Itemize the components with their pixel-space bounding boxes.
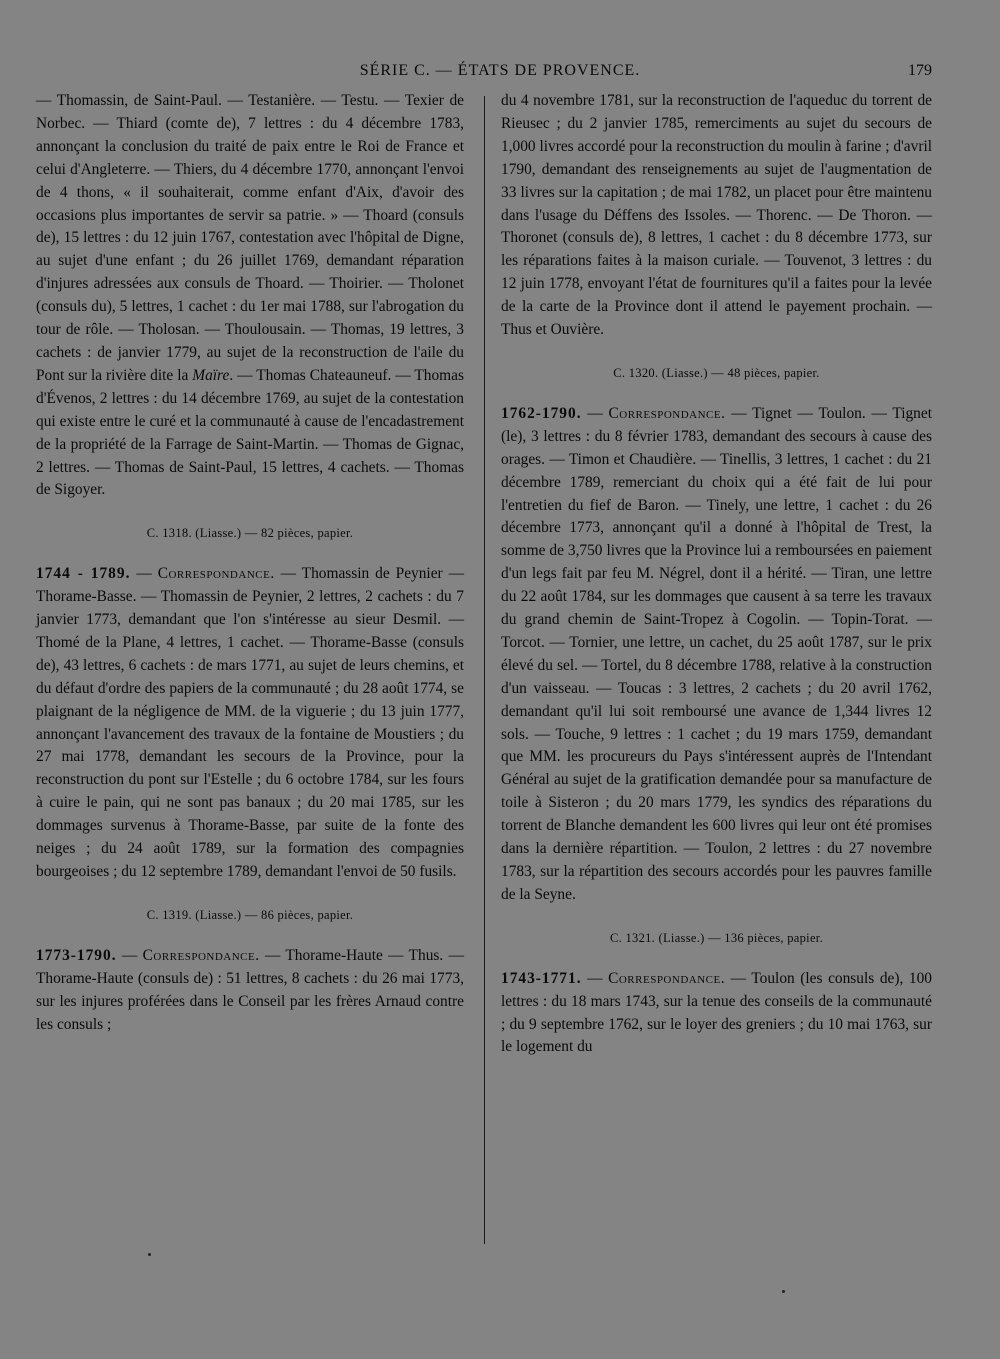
entry-continuation [501, 90, 932, 342]
entry-date-range: 1762-1790. [501, 404, 582, 422]
archive-entry: 1743-1771. — Correspondance. — Toulon (les consuls de), 100 lettres : du 18 mars 1743, sur la tenue des conseils de la communauté ; du 9 septembre 1762, sur le loyer des greniers ; du 10 mai 1763, sur le logement du [501, 969, 932, 1056]
entry-date-range: 1744 - 1789. [36, 565, 131, 583]
entry-text: — Thorame-Haute — Thus. — Thorame-Haute (consuls de) : 51 lettres, 8 cachets : du 26 mai 1773, sur les injures proférées dans le Conseil par les frères Arnaud contre les consuls ; [36, 946, 464, 1033]
column-divider [484, 96, 485, 1244]
entry-text: — Thomassin de Peynier — Thorame-Basse. — Thomassin de Peynier, 2 lettres, 2 cachets : du 7 janvier 1773, demandant que l'on s'intéresse au sieur Desmil. — Thomé de la Plane, 4 lettres, 1 cachet. — Thorame-Basse (consuls de), 43 lettres, 6 cachets : de mars 1771, au sujet de leurs chemins, et du défaut d'ordre des papiers de la communauté ; du 28 août 1774, se plaignant de la négligence de MM. de la viguerie ; du 13 juin 1777, annonçant l'avancement des travaux de la fontaine de Moustiers ; du 27 mai 1778, demandant les secours de la Province, pour la reconstruction du pont sur l'Estelle ; du 6 octobre 1784, sur les fours à cuire le pain, qui ne sont pas banaux ; du 20 mai 1785, sur les dommages survenus à Thorame-Basse, par suite de la fonte des neiges ; du 24 août 1789, sur la formation des compagnies bourgeoises ; du 12 septembre 1789, demandant l'envoi de 50 fusils. [36, 565, 464, 880]
entry-text: — Tignet — Toulon. — Tignet (le), 3 lettres : du 8 février 1783, demandant des secours à cause des orages. — Timon et Chaudière. — Tinellis, 3 lettres, 1 cachet : du 21 décembre 1789, remerciant du choix qui a été fait de lui pour l'entretien du fief de Baron. — Tinely, une lettre, 1 cachet : du 26 décembre 1773, annonçant qu'il a donné à l'hôpital de Trest, la somme de 3,750 livres que la Province lui a remboursées en paiement d'un legs fait par feu M. Négrel, dont il a hérité. — Tiran, une lettre du 22 août 1784, sur les dommages que causent à sa terre les travaux du grand chemin de Saint-Tropez à Cogolin. — Topin-Torat. — Torcot. — Tornier, une lettre, un cachet, du 25 août 1787, sur le prix élevé du sel. — Tortel, du 8 décembre 1788, relative à la construction d'un vaisseau. — Toucas : 3 lettres, 2 cachets ; du 20 avril 1762, demandant qu'il lui soit remboursé une avance de 1,344 livres 12 sols. — Touche, 9 lettres : 1 cachet ; du 19 mars 1759, demandant que MM. les procureurs du Pays s'intéressent auprès de l'Intendant Général au sujet de la gratification demandée pour sa manufacture de toile à Sisteron ; du 20 mars 1779, les syndics des réparations du torrent de Blanche demandent les 600 livres qui leur ont été promises dans la dernière répartition. — Toulon, 2 lettres : du 27 novembre 1783, sur la répartition des secours accordés pour les pauvres famille de la Seyne. [501, 404, 932, 903]
entry-label: Correspondance. [608, 404, 726, 422]
print-speck [148, 1253, 151, 1256]
entry-label: Correspondance. [142, 946, 260, 964]
entry-text: — Thomassin, de Saint-Paul. — Testanière. — Testu. — Texier de Norbec. — Thiard (comte de), 7 lettres : du 4 décembre 1783, annonçant la conclusion du traité de paix entre le Roi de France et celui d'Angleterre. — Thiers, du 4 décembre 1770, annonçant l'envoi de 4 thons, « il souhaiterait, comme enfant d'Aix, d'avoir des occasions plus importantes de servir sa patrie. » — Thoard (consuls de), 15 lettres : du 12 juin 1767, contestation avec l'hôpital de Digne, au sujet d'une enfant ; du 26 juillet 1769, demandant réparation d'injures adressées aux consuls de Thoard. — Thoirier. — Tholonet (consuls du), 5 lettres, 1 cachet : du 1er mai 1788, sur l'abrogation du tour de rôle. — Tholosan. — Thoulousain. — Thomas, 19 lettres, 3 cachets : de janvier 1779, au sujet de la reconstruction de l'aile du Pont sur la rivière dite la [36, 92, 464, 384]
left-column [36, 90, 464, 1036]
entry-text: du 4 novembre 1781, sur la reconstruction de l'aqueduc du torrent de Rieusec ; du 2 janvier 1785, remerciments au sujet du secours de 1,000 livres accordé pour la reconstruction du moulin à farine ; d'avril 1790, demandant des renseignements au sujet de l'augmentation de 33 livres sur la capitation ; de mai 1782, un placet pour être maintenu dans l'usage du Déffens des Issoles. — Thorenc. — De Thoron. — Thoronet (consuls de), 8 lettres, 1 cachet : du 8 décembre 1773, sur les réparations faites à la maison curiale. — Touvenot, 3 lettres : du 12 juin 1778, envoyant l'état de fournitures qu'il a faites pour la levée de la carte de la Province dont il attend le payement prochain. — Thus et Ouvière. [501, 92, 933, 339]
archive-reference: C. 1319. (Liasse.) — 86 pièces, papier. [146, 907, 354, 922]
archive-reference: C. 1321. (Liasse.) — 136 pièces, papier. [610, 930, 823, 945]
entry-label: Correspondance. [157, 565, 275, 583]
archive-reference: C. 1318. (Liasse.) — 82 pièces, papier. [146, 526, 354, 541]
archive-entry: 1744 - 1789. — Correspondance. — Thomassin de Peynier — Thorame-Basse. — Thomassin de Peynier, 2 lettres, 2 cachets : du 7 janvier 1773, demandant que l'on s'intéresse au sieur Desmil. — Thomé de la Plane, 4 lettres, 1 cachet. — Thorame-Basse (consuls de), 43 lettres, 6 cachets : de mars 1771, au sujet de leurs chemins, et du défaut d'ordre des papiers de la communauté ; du 28 août 1774, se plaignant de la négligence de MM. de la viguerie ; du 13 juin 1777, annonçant l'avancement des travaux de la fontaine de Moustiers ; du 27 mai 1778, demandant les secours de la Province, pour la reconstruction du pont sur l'Estelle ; du 6 octobre 1784, sur les fours à cuire le pain, qui ne sont pas banaux ; du 20 mai 1785, sur les dommages survenus à Thorame-Basse, par suite de la fonte des neiges ; du 24 août 1789, sur la formation des compagnies bourgeoises ; du 12 septembre 1789, demandant l'envoi de 50 fusils. [36, 565, 464, 880]
entry-text-end: . — Thomas Chateauneuf. — Thomas d'Évenos, 2 lettres : du 14 décembre 1769, au sujet de la contestation qui existe entre le curé et la communauté à cause de l'encadastrement de la propriété de la Farrage de Saint-Martin. — Thomas de Gignac, 2 lettres. — Thomas de Saint-Paul, 15 lettres, 4 cachets. — Thomas de Sigoyer. [36, 366, 464, 499]
archive-entry: 1773-1790. — Correspondance. — Thorame-Haute — Thus. — Thorame-Haute (consuls de) : 51 lettres, 8 cachets : du 26 mai 1773, sur les injures proférées dans le Conseil par les frères Arnaud contre les consuls ; [36, 946, 464, 1033]
page-header-title: SÉRIE C. — ÉTATS DE PROVENCE. [359, 62, 641, 79]
entry-continuation [36, 90, 464, 502]
print-speck [782, 1290, 785, 1293]
right-column [501, 90, 932, 1059]
archive-entry: 1762-1790. — Correspondance. — Tignet — Toulon. — Tignet (le), 3 lettres : du 8 février 1783, demandant des secours à cause des orages. — Timon et Chaudière. — Tinellis, 3 lettres, 1 cachet : du 21 décembre 1789, remerciant du choix qui a été fait de lui pour l'entretien du fief de Baron. — Tinely, une lettre, 1 cachet : du 26 décembre 1773, annonçant qu'il a donné à l'hôpital de Trest, la somme de 3,750 livres que la Province lui a remboursées en paiement d'un legs fait par feu M. Négrel, dont il a hérité. — Tiran, une lettre du 22 août 1784, sur les dommages que causent à sa terre les travaux du grand chemin de Saint-Tropez à Cogolin. — Topin-Torat. — Torcot. — Tornier, une lettre, un cachet, du 25 août 1787, sur le prix élevé du sel. — Tortel, du 8 décembre 1788, relative à la construction d'un vaisseau. — Toucas : 3 lettres, 2 cachets ; du 20 avril 1762, demandant qu'il lui soit remboursé une avance de 1,344 livres 12 sols. — Touche, 9 lettres : 1 cachet ; du 19 mars 1759, demandant que MM. les procureurs du Pays s'intéressent auprès de l'Intendant Général au sujet de la gratification demandée pour sa manufacture de toile à Sisteron ; du 20 mars 1779, les syndics des réparations du torrent de Blanche demandent les 600 livres qui leur ont été promises dans la dernière répartition. — Toulon, 2 lettres : du 27 novembre 1783, sur la répartition des secours accordés pour les pauvres famille de la Seyne. [501, 404, 932, 903]
entry-date-range: 1773-1790. [36, 946, 117, 964]
running-head [0, 60, 1000, 86]
entry-date-range: 1743-1771. [501, 969, 582, 987]
entry-text: — Toulon (les consuls de), 100 lettres : du 18 mars 1743, sur la tenue des conseils de la communauté ; du 9 septembre 1762, sur le loyer des greniers ; du 10 mai 1763, sur le logement du [501, 969, 932, 1056]
entry-label: Correspondance. [608, 969, 726, 987]
entry-italic-term: Maïre [192, 366, 230, 384]
page-number: 179 [908, 62, 932, 79]
archive-reference: C. 1320. (Liasse.) — 48 pièces, papier. [613, 365, 820, 380]
